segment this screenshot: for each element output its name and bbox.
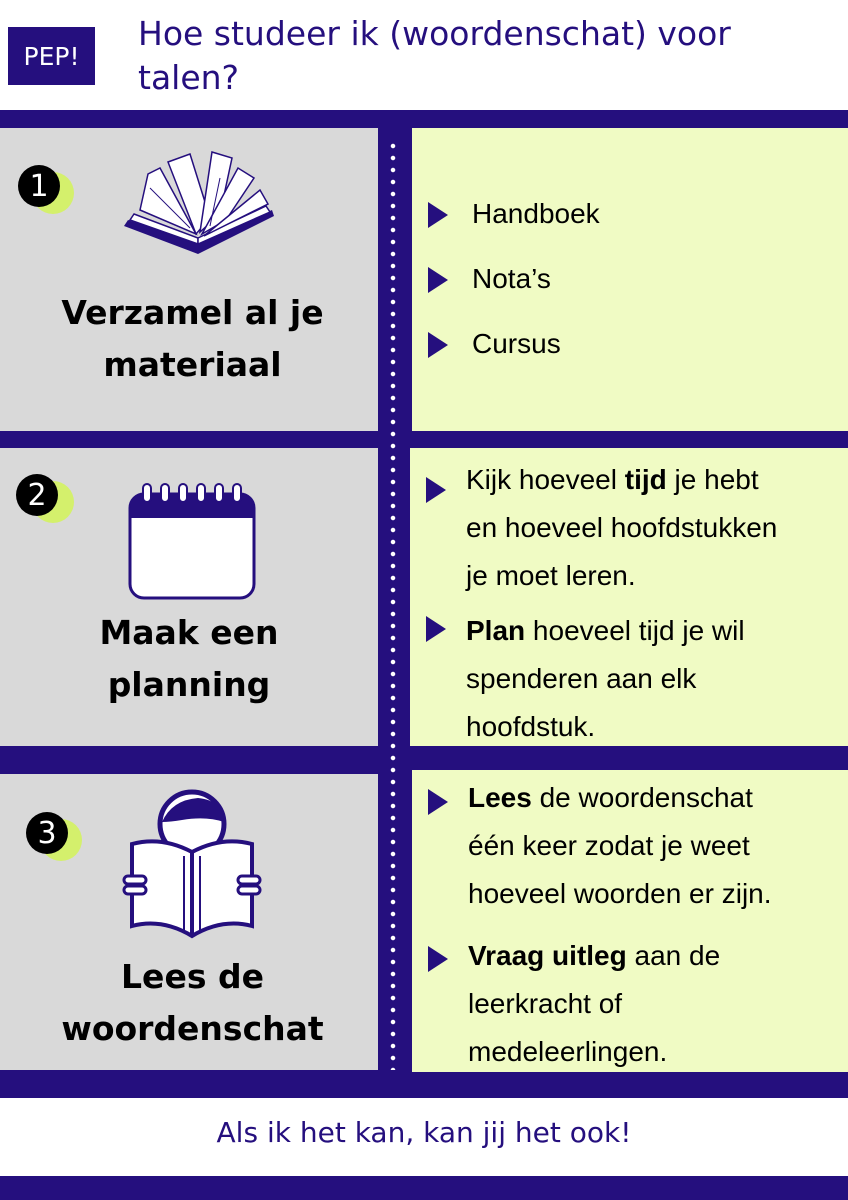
step-1-bullet-1: Handboek xyxy=(472,198,600,229)
step-2-heading xyxy=(0,610,378,708)
step-1-number: 1 xyxy=(18,165,60,207)
step-1-heading-line2: materiaal xyxy=(103,345,282,384)
bullet-bold-text: tijd xyxy=(624,464,667,495)
step-2-bullet-1 xyxy=(466,456,777,600)
step-1-bullet-2: Nota’s xyxy=(472,263,551,294)
step-1-bullet-3: Cursus xyxy=(472,328,561,359)
step-1-heading xyxy=(0,290,385,388)
bullet-line xyxy=(468,774,772,822)
bullet-line xyxy=(468,932,720,980)
bullet-bold-text: Plan xyxy=(466,615,526,646)
step-2-number: 2 xyxy=(16,474,58,516)
bullet-line: één keer zodat je weet xyxy=(468,830,750,861)
bullet-line xyxy=(466,456,777,504)
bullet-line: hoeveel woorden er zijn. xyxy=(468,878,772,909)
bullet-arrow-icon xyxy=(428,332,448,358)
bullet-text: Kijk hoeveel xyxy=(466,464,625,495)
bullet-text: hoeveel tijd je wil xyxy=(525,615,745,646)
step-3-number: 3 xyxy=(26,812,68,854)
step-3-heading-line1: Lees de xyxy=(121,957,264,996)
step-3-bullet-2 xyxy=(468,932,720,1076)
bullet-line: hoofdstuk. xyxy=(466,711,596,742)
step-2-heading-line1: Maak een xyxy=(99,613,279,652)
pep-logo: PEP! xyxy=(8,27,95,85)
bullet-line: je moet leren. xyxy=(466,560,636,591)
open-book-icon xyxy=(120,148,280,260)
bullet-text: je hebt xyxy=(666,464,759,495)
reading-person-icon xyxy=(122,786,262,944)
bullet-arrow-icon xyxy=(428,789,448,815)
bullet-line: en hoeveel hoofdstukken xyxy=(466,512,778,543)
step-3-heading-line2: woordenschat xyxy=(61,1009,324,1048)
step-3-heading xyxy=(0,954,385,1052)
bullet-arrow-icon xyxy=(428,946,448,972)
bullet-bold-text: Vraag uitleg xyxy=(468,940,627,971)
bullet-arrow-icon xyxy=(426,477,446,503)
bullet-arrow-icon xyxy=(428,267,448,293)
page-title: Hoe studeer ik (woordenschat) voor talen? xyxy=(138,14,731,97)
step-1-heading-line1: Verzamel al je xyxy=(61,293,324,332)
bottom-bar xyxy=(0,1176,848,1200)
step-2-heading-line2: planning xyxy=(107,665,271,704)
bullet-line xyxy=(466,607,745,655)
footer-slogan: Als ik het kan, kan jij het ook! xyxy=(216,1116,632,1149)
bullet-bold-text: Lees xyxy=(468,782,532,813)
bullet-text: de woordenschat xyxy=(531,782,753,813)
bullet-text: aan de xyxy=(626,940,721,971)
calendar-icon xyxy=(128,482,256,600)
bullet-arrow-icon xyxy=(426,616,446,642)
bullet-arrow-icon xyxy=(428,202,448,228)
step-2-bullet-2 xyxy=(466,607,745,751)
bullet-line: medeleerlingen. xyxy=(468,1036,668,1067)
bullet-line: leerkracht of xyxy=(468,988,623,1019)
bullet-line: spenderen aan elk xyxy=(466,663,697,694)
step-3-bullet-1 xyxy=(468,774,772,918)
dotted-divider xyxy=(390,140,396,1070)
